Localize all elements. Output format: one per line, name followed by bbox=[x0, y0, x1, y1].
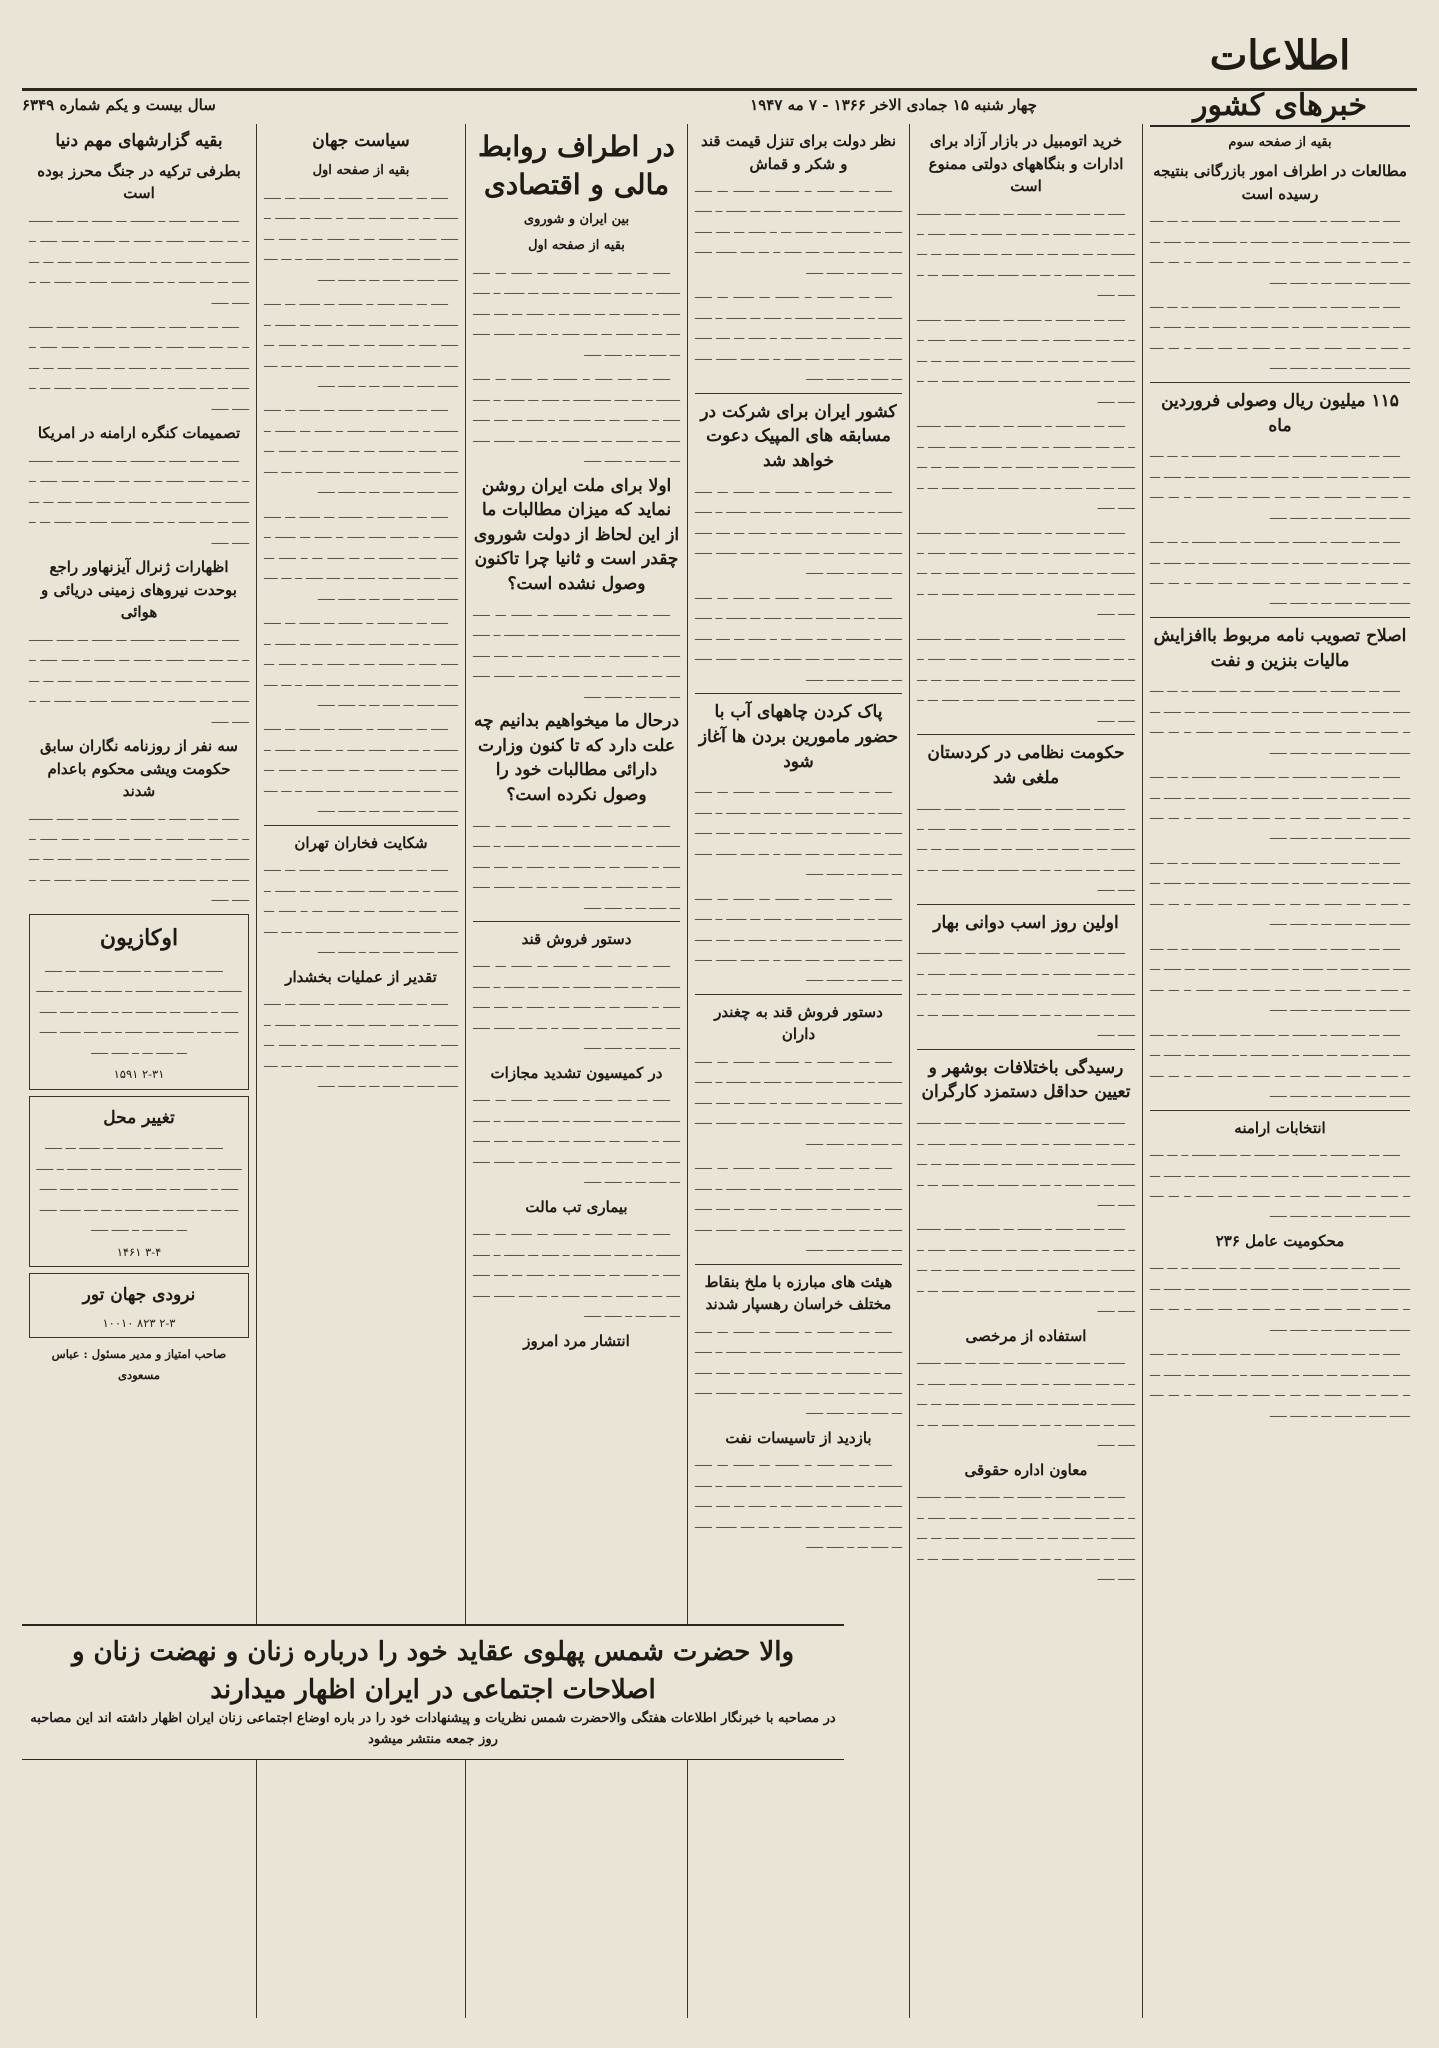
article-text bbox=[917, 626, 1135, 728]
headline-penalties: در کمیسیون تشدید مجازات bbox=[490, 1063, 663, 1082]
article-text bbox=[1150, 764, 1410, 846]
article-text bbox=[29, 208, 249, 310]
ad-text bbox=[34, 1135, 244, 1237]
headline-revenue: ۱۱۵ میلیون ریال وصولی فروردین ماه bbox=[1161, 390, 1399, 436]
headline-trade: مطالعات در اطراف امور بازرگانی بنتیجه رسیده است bbox=[1153, 162, 1407, 203]
article-text bbox=[1150, 1142, 1410, 1224]
continued-label: بقیه از صفحه اول bbox=[528, 237, 625, 253]
article-text bbox=[917, 307, 1135, 409]
divider bbox=[473, 921, 680, 922]
divider bbox=[917, 904, 1135, 905]
divider bbox=[264, 825, 458, 826]
issue-date: چهار شنبه ۱۵ جمادی الاخر ۱۳۶۶ - ۷ مه ۱۹۴۷ bbox=[750, 96, 1037, 114]
article-text bbox=[695, 178, 902, 280]
divider bbox=[1150, 382, 1410, 383]
ad-code: ۲-۳۱ ۱۵۹۱ bbox=[113, 1067, 165, 1082]
article-text bbox=[917, 1350, 1135, 1452]
headline-armenian-elections: انتخابات ارامنه bbox=[1234, 1118, 1326, 1137]
headline-sugar-price: نظر دولت برای تنزل قیمت قند و شکر و قماش bbox=[701, 132, 896, 173]
article-text bbox=[264, 610, 458, 712]
continued-label: بقیه از صفحه اول bbox=[312, 162, 410, 178]
bottom-headline: والا حضرت شمس پهلوی عقاید خود را درباره زنان و نهضت زنان و اصلاحات اجتماعی در ایران اظهار میدارند bbox=[71, 1637, 795, 1705]
article-text bbox=[1150, 1341, 1410, 1423]
article-text bbox=[264, 397, 458, 499]
continued-label: بقیه از صفحه سوم bbox=[1228, 135, 1332, 150]
article-text bbox=[695, 1155, 902, 1257]
article-text bbox=[29, 314, 249, 416]
ad-title: نرودی جهان تور bbox=[82, 1285, 196, 1306]
article-text bbox=[917, 940, 1135, 1042]
article-text bbox=[473, 1087, 680, 1189]
article-text bbox=[473, 366, 680, 468]
headline-horse-race: اولین روز اسب دوانی بهار bbox=[933, 912, 1119, 933]
article-text bbox=[1150, 1022, 1410, 1104]
article-text bbox=[695, 1452, 902, 1554]
divider bbox=[695, 994, 902, 995]
article-text bbox=[695, 284, 902, 386]
article-text bbox=[695, 585, 902, 687]
divider bbox=[917, 1049, 1135, 1050]
headline-finance-ministry: درحال ما میخواهیم بدانیم چه علت دارد که تا کنون وزارت دارائی مطالبات خود را وصول نکرده است؟ bbox=[473, 711, 680, 805]
headline-sugar-sale: دستور فروش قند به چغندر داران bbox=[714, 1002, 883, 1044]
article-text bbox=[473, 813, 680, 915]
headline-legal-deputy: معاون اداره حقوقی bbox=[964, 1460, 1088, 1479]
article-text bbox=[695, 1319, 902, 1421]
article-text bbox=[695, 479, 902, 581]
article-text bbox=[264, 185, 458, 287]
article-text bbox=[1150, 936, 1410, 1018]
headline-world-politics: سیاست جهان bbox=[312, 131, 410, 151]
divider bbox=[695, 1264, 902, 1265]
article-text bbox=[29, 448, 249, 550]
article-text bbox=[264, 291, 458, 393]
headline-district-officer: تقدیر از عملیات بخشدار bbox=[285, 967, 437, 986]
ad-text bbox=[34, 958, 244, 1060]
ad-code: ۲-۳ ۸۲۳ ۱۰۰۱۰ bbox=[102, 1315, 176, 1330]
article-text bbox=[917, 413, 1135, 515]
article-text bbox=[264, 857, 458, 959]
article-text bbox=[1150, 1255, 1410, 1337]
article-text bbox=[695, 779, 902, 881]
headline-vichy-journalists: سه نفر از روزنامه نگاران سابق حکومت ویشی محکوم باعدام شدند bbox=[39, 737, 238, 801]
article-text bbox=[473, 602, 680, 704]
headline-locust: هیئت های مبارزه با ملخ بنقاط مختلف خراسان رهسپار شدند bbox=[704, 1272, 893, 1314]
headline-armenian-congress: تصمیمات کنگره ارامنه در امریکا bbox=[37, 424, 241, 443]
divider bbox=[1150, 617, 1410, 618]
article-text bbox=[917, 201, 1135, 303]
headline-sentence: محکومیت عامل ۲۳۶ bbox=[1215, 1231, 1345, 1250]
article-text bbox=[29, 627, 249, 729]
headline-eisenhower: اظهارات ژنرال آیزنهاور راجع بوحدت نیروهای زمینی دریائی و هوائی bbox=[41, 558, 237, 622]
publisher-signature: صاحب امتیاز و مدیر مسئول : عباس مسعودی bbox=[51, 1347, 227, 1382]
headline-leave: استفاده از مرخصی bbox=[965, 1326, 1087, 1345]
article-text bbox=[1150, 678, 1410, 760]
divider bbox=[1150, 1110, 1410, 1111]
article-text bbox=[1150, 529, 1410, 611]
ad-title: اوکازیون bbox=[99, 924, 179, 951]
article-text bbox=[473, 260, 680, 362]
headline-malta-fever: بیماری تب مالت bbox=[525, 1197, 628, 1216]
masthead: اطلاعات bbox=[1209, 32, 1351, 79]
article-text bbox=[264, 716, 458, 818]
ad-title: تغییر محل bbox=[103, 1107, 175, 1128]
article-text bbox=[1150, 443, 1410, 525]
divider bbox=[917, 734, 1135, 735]
ad-code: ۳-۴ ۱۴۶۱ bbox=[116, 1244, 162, 1259]
headline-kurdistan: حکومت نظامی در کردستان ملغی شد bbox=[927, 743, 1125, 788]
headline-claims: اولا برای ملت ایران روشن نماید که میزان مطالبات ما از این لحاظ از دولت شوروی چقدر است و ثانیا چرا تاکنون وصول نشده است؟ bbox=[473, 475, 680, 595]
headline-potters: شکایت فخاران تهران bbox=[294, 833, 428, 852]
headline-bushehr: رسیدگی باختلافات بوشهر و تعیین حداقل دستمزد کارگران bbox=[921, 1057, 1131, 1103]
ad-relocation bbox=[29, 1096, 249, 1267]
column-2 bbox=[909, 124, 1142, 2018]
article-text bbox=[917, 1216, 1135, 1318]
headline-car-purchase: خرید اتومبیل در بازار آزاد برای ادارات و بنگاههای دولتی ممنوع است bbox=[928, 132, 1124, 195]
headline-iran-ussr: در اطراف روابط مالی و اقتصادی bbox=[478, 130, 675, 201]
headline-world-reports: بقیه گزارشهای مهم دنیا bbox=[55, 131, 223, 151]
headline-wells: پاک کردن چاههای آب با حضور مامورین بردن ها آغاز شود bbox=[698, 702, 899, 772]
article-text bbox=[1150, 208, 1410, 290]
article-text bbox=[1150, 850, 1410, 932]
article-text bbox=[695, 1049, 902, 1151]
issue-number: سال بیست و یکم شماره ۶۳۴۹ bbox=[22, 96, 216, 114]
article-text bbox=[264, 991, 458, 1093]
article-text bbox=[917, 520, 1135, 622]
headline-turkey: بطرفی ترکیه در جنگ محرز بوده است bbox=[37, 161, 241, 203]
divider bbox=[695, 693, 902, 694]
headline-iran-ussr-sub: بین ایران و شوروی bbox=[523, 211, 630, 227]
divider bbox=[695, 393, 902, 394]
ad-occasion bbox=[29, 914, 249, 1090]
article-text bbox=[264, 504, 458, 606]
headline-mard-emrooz: انتشار مرد امروز bbox=[523, 1331, 630, 1350]
article-text bbox=[29, 806, 249, 908]
article-text bbox=[917, 1484, 1135, 1586]
article-text bbox=[473, 953, 680, 1055]
article-text bbox=[917, 1110, 1135, 1212]
headline-oil-visit: بازدید از تاسیسات نفت bbox=[725, 1428, 872, 1447]
bottom-headline-box bbox=[22, 1624, 844, 1760]
column-1 bbox=[1142, 32, 1417, 2018]
ad-jahan-tour bbox=[29, 1273, 249, 1338]
article-text bbox=[695, 886, 902, 988]
article-text bbox=[473, 1221, 680, 1323]
article-text bbox=[917, 796, 1135, 898]
bottom-subheadline: در مصاحبه با خبرنگار اطلاعات هفتگی والاحضرت شمس نظریات و پیشنهادات خود را در باره اوضاع اجتماعی زنان ایران اظهار داشته اند این مصاحبه روز جمعه منتشر میشود bbox=[30, 1711, 836, 1748]
headline-olympics: کشور ایران برای شرکت در مسابقه های المپیک دعوت خواهد شد bbox=[700, 401, 897, 471]
section-title: خبرهای کشور bbox=[1150, 86, 1410, 127]
article-text bbox=[1150, 294, 1410, 376]
headline-fuel-tax: اصلاح تصویب نامه مربوط باافزایش مالیات بنزین و نفت bbox=[1153, 625, 1407, 671]
headline-sugar-order: دستور فروش قند bbox=[521, 929, 632, 948]
